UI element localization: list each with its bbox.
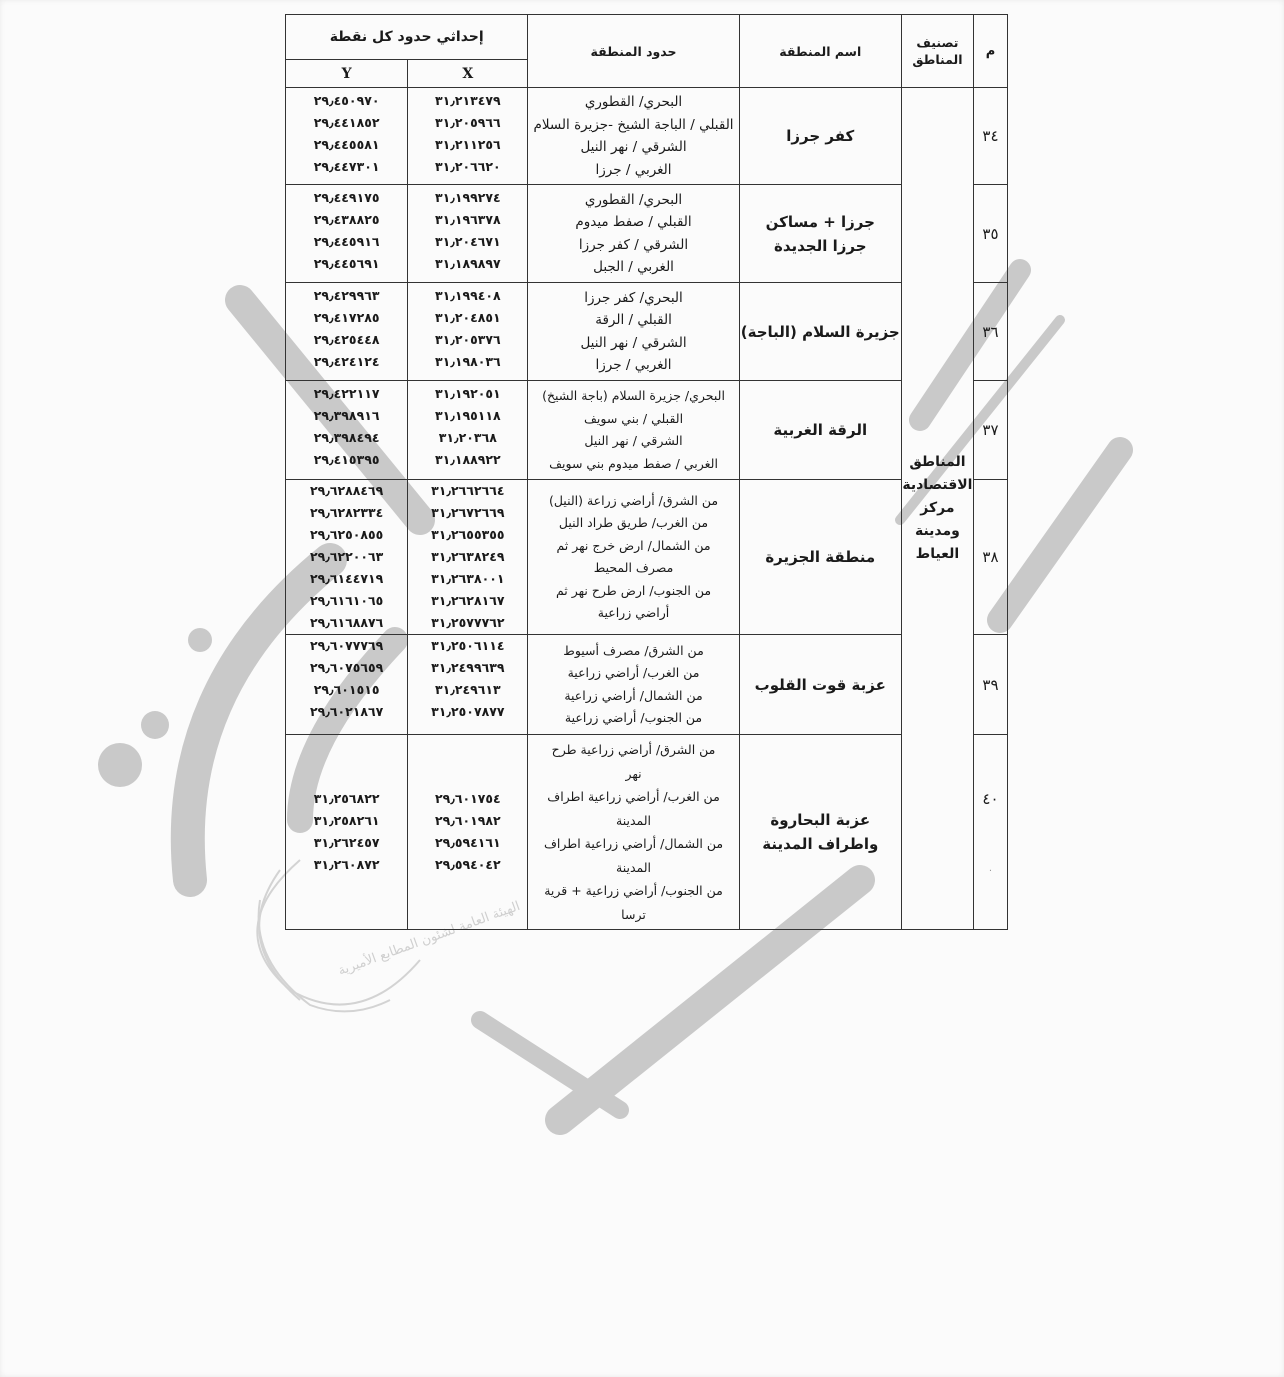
zone-bounds <box>528 635 739 735</box>
x-coordinates <box>408 735 528 930</box>
y-coordinates <box>286 480 408 635</box>
table-row <box>286 185 1008 283</box>
bound-line: الشرقي / نهر النيل <box>580 139 687 155</box>
y-coordinates <box>286 283 408 381</box>
bound-line: القبلي / الباجة الشيخ -جزيرة السلام <box>533 116 734 133</box>
y-coordinates <box>286 88 408 185</box>
table-row <box>286 635 1008 735</box>
bound-line: من الجنوب/ أراضي زراعية <box>564 710 703 725</box>
bound-line: من الشمال/ ارض خرج نهر ثم <box>556 537 711 553</box>
x-value: ٣١٫٢٠٦٦٢٠ <box>434 159 501 174</box>
zone-name: جزيرة السلام (الباجة) <box>739 283 901 381</box>
y-value: ٢٩٫٤٤٥٩١٦ <box>313 234 380 249</box>
row-number <box>973 735 1007 930</box>
bound-line: القبلي / الرقة <box>595 312 672 328</box>
row-number: ٣٤ <box>973 88 1007 185</box>
y-coordinates <box>286 735 408 930</box>
y-value: ٢٩٫٦٠٧٧٧٦٩ <box>309 638 384 653</box>
zone-name: عزبة قوت القلوب <box>739 635 901 735</box>
bound-line: من الغرب/ طريق طراد النيل <box>558 515 709 530</box>
x-value: ٣١٫١٨٨٩٢٢ <box>434 452 501 467</box>
y-value: ٢٩٫٦١٤٤٧١٩ <box>309 571 384 586</box>
bound-line: نهر <box>625 765 642 781</box>
y-value: ٢٩٫٦٢٢٠٠٦٣ <box>309 549 384 564</box>
bound-line: المدينة <box>616 859 652 875</box>
x-coordinates <box>408 88 528 185</box>
y-value: ٢٩٫٤٣٨٨٢٥ <box>313 212 380 227</box>
x-value: ٣١٫١٨٩٨٩٧ <box>434 256 501 271</box>
table-row <box>286 88 1008 185</box>
zone-bounds <box>528 735 739 930</box>
y-coordinates <box>286 185 408 283</box>
table-row <box>286 381 1008 480</box>
header-number: م <box>973 15 1007 88</box>
y-value: ٢٩٫٤١٧٢٨٥ <box>313 310 380 325</box>
zone-bounds <box>528 480 739 635</box>
x-value: ٣١٫١٩٥١١٨ <box>434 408 501 423</box>
bound-line: البحري/ القطوري <box>584 94 683 110</box>
y-value: ٢٩٫٤٥٠٩٧٠ <box>313 93 380 108</box>
bound-line: القبلي / صفط ميدوم <box>575 214 692 230</box>
bound-line: ترسا <box>621 906 646 922</box>
y-value: ٢٩٫٦٠١٥١٥ <box>313 682 380 697</box>
x-value: ٣١٫١٩٩٢٧٤ <box>434 190 501 205</box>
zone-name: الرقة الغربية <box>739 381 901 480</box>
zone-name: كفر جرزا <box>739 88 901 185</box>
table-row <box>286 480 1008 635</box>
x-value: ٣١٫٢٦٦٢٦٦٤ <box>431 483 505 498</box>
x-value: ٣١٫٢٦٧٢٦٦٩ <box>431 505 505 520</box>
header-classification-label: تصنيف المناطق <box>912 35 963 67</box>
y-value: ٢٩٫٦١٦٨٨٧٦ <box>309 615 384 630</box>
x-coordinates <box>408 381 528 480</box>
classification-cell <box>901 88 973 930</box>
x-value: ٢٩٫٦٠١٩٨٢ <box>434 813 501 828</box>
y-value: ٢٩٫٦٠٧٥٦٥٩ <box>309 660 384 675</box>
bound-line: من الشرق/ مصرف أسيوط <box>563 642 704 658</box>
bound-line: الشرقي / نهر النيل <box>580 334 687 351</box>
header-zone-bounds: حدود المنطقة <box>528 15 739 88</box>
x-value: ٣١٫٢٠٣٦٨ <box>438 430 497 445</box>
bound-line: من الشمال/ أراضي زراعية <box>564 687 703 703</box>
bound-line: من الغرب/ أراضي زراعية اطراف <box>547 789 720 804</box>
classification-line: المناطق <box>909 454 966 470</box>
bound-line: من الغرب/ أراضي زراعية <box>567 665 700 680</box>
y-value: ٢٩٫٣٩٨٤٩٤ <box>313 430 380 445</box>
y-value: ٢٩٫٦٢٨٢٣٣٤ <box>309 505 384 520</box>
x-value: ٣١٫٢٤٩٦١٣ <box>434 682 501 697</box>
row-number-label: ٤٠ <box>982 790 999 808</box>
x-value: ٣١٫٢٠٥٣٧٦ <box>434 332 501 347</box>
x-value: ٣١٫١٩٢٠٥١ <box>434 386 501 401</box>
bound-line: الغربي / جرزا <box>595 161 672 178</box>
x-value: ٢٩٫٥٩٤١٦١ <box>434 835 501 850</box>
seal-text: الهيئة العامة لشئون المطابع الأميرية <box>336 898 523 979</box>
x-value: ٣١٫٢٦٥٥٣٥٥ <box>431 527 505 542</box>
row-number: ٣٦ <box>973 283 1007 381</box>
bound-line: الغربي / صفط ميدوم بني سويف <box>549 455 718 471</box>
x-value: ٣١٫٢٦٣٨٢٤٩ <box>431 549 505 564</box>
row-number: ٣٩ <box>973 635 1007 735</box>
zone-name: عزبة البحاروة واطراف المدينة <box>739 735 901 930</box>
x-coordinates <box>408 283 528 381</box>
header-classification <box>901 15 973 88</box>
bound-line: البحري/ كفر جرزا <box>584 289 683 306</box>
bound-line: من الجنوب/ أراضي زراعية + قرية <box>544 883 723 898</box>
x-value: ٣١٫٢٠٤٦٧١ <box>434 234 501 249</box>
y-value: ٢٩٫٤٢٩٩٦٣ <box>313 288 380 303</box>
x-value: ٣١٫٢٥٠٧٨٧٧ <box>431 704 505 719</box>
y-value: ٢٩٫٤٤٥٦٩١ <box>313 256 380 271</box>
x-value: ٣١٫٢١١٢٥٦ <box>434 137 501 152</box>
y-value: ٣١٫٢٦٠٨٧٢ <box>313 857 380 872</box>
x-value: ٣١٫١٩٦٣٧٨ <box>434 212 501 227</box>
header-zone-name: اسم المنطقة <box>739 15 901 88</box>
bound-line: البحري/ جزيرة السلام (باجة الشيخ) <box>542 388 725 403</box>
table-row <box>286 283 1008 381</box>
classification-line: ومدينة <box>914 523 960 539</box>
stray-dot: . <box>988 863 993 874</box>
row-number: ٣٥ <box>973 185 1007 283</box>
y-value: ٢٩٫٤٤٩١٧٥ <box>313 190 380 205</box>
bound-line: القبلي / بني سويف <box>583 410 684 426</box>
bound-line: من الجنوب/ ارض طرح نهر ثم <box>555 582 712 598</box>
bound-line: الغربي / الجبل <box>593 259 674 275</box>
classification-line: الاقتصادية <box>902 477 973 493</box>
y-value: ٣١٫٢٥٨٢٦١ <box>313 813 380 828</box>
x-coordinates <box>408 635 528 735</box>
y-value: ٢٩٫٤٢٥٤٤٨ <box>313 332 380 347</box>
x-value: ٣١٫٢٦٢٨١٦٧ <box>431 593 505 608</box>
x-value: ٣١٫٢٤٩٩٦٣٩ <box>431 660 505 675</box>
header-coordinates: إحداثي حدود كل نقطة <box>286 15 528 60</box>
x-coordinates <box>408 480 528 635</box>
zone-name: منطقة الجزيرة <box>739 480 901 635</box>
y-value: ٢٩٫٤٤٧٣٠١ <box>313 159 380 174</box>
y-value: ٢٩٫٤٤١٨٥٢ <box>313 115 380 130</box>
x-value: ٢٩٫٥٩٤٠٤٢ <box>434 857 501 872</box>
zone-bounds <box>528 88 739 185</box>
y-value: ٢٩٫٦٢٥٠٨٥٥ <box>309 527 384 542</box>
row-number: ٣٧ <box>973 381 1007 480</box>
bound-line: البحري/ القطوري <box>584 191 683 208</box>
row-number: ٣٨ <box>973 480 1007 635</box>
x-value: ٣١٫١٩٩٤٠٨ <box>434 288 501 303</box>
x-value: ٣١٫٢٥٧٧٧٦٢ <box>431 615 505 630</box>
x-value: ٣١٫٢٥٠٦١١٤ <box>431 638 505 653</box>
x-value: ٢٩٫٦٠١٧٥٤ <box>434 791 501 806</box>
table-row <box>286 735 1008 930</box>
y-value: ٢٩٫٦١٦١٠٦٥ <box>309 593 384 608</box>
y-value: ٣١٫٢٦٢٤٥٧ <box>313 835 380 850</box>
y-value: ٢٩٫٤٢٢١١٧ <box>313 386 380 401</box>
bound-line: مصرف المحيط <box>593 560 674 575</box>
y-value: ٢٩٫٣٩٨٩١٦ <box>313 408 380 423</box>
bound-line: من الشرق/ أراضي زراعة (النيل) <box>548 492 719 508</box>
y-value: ٣١٫٢٥٦٨٢٢ <box>313 791 380 806</box>
x-coordinates <box>408 185 528 283</box>
y-value: ٢٩٫٤٤٥٥٨١ <box>313 137 380 152</box>
y-coordinates <box>286 381 408 480</box>
bound-line: الشرقي / نهر النيل <box>584 433 683 448</box>
zone-bounds <box>528 185 739 283</box>
bound-line: أراضي زراعية <box>597 605 670 620</box>
classification-line: العياط <box>915 546 960 562</box>
x-value: ٣١٫٢١٣٤٧٩ <box>434 93 501 108</box>
bound-line: من الشمال/ أراضي زراعية اطراف <box>543 836 724 851</box>
y-value: ٢٩٫٦٠٢١٨٦٧ <box>309 704 384 719</box>
zones-table <box>285 14 1008 930</box>
zone-name: جرزا + مساكن جرزا الجديدة <box>739 185 901 283</box>
x-value: ٣١٫٢٠٤٨٥١ <box>434 310 501 325</box>
y-value: ٢٩٫٦٢٨٨٤٦٩ <box>309 483 384 498</box>
header-y: Y <box>286 60 408 88</box>
x-value: ٣١٫٢٦٣٨٠٠١ <box>431 571 505 586</box>
bound-line: المدينة <box>616 812 652 828</box>
bound-line: الغربي / جرزا <box>595 357 672 373</box>
header-x: X <box>408 60 528 88</box>
zone-bounds <box>528 283 739 381</box>
bound-line: الشرقي / كفر جرزا <box>578 236 689 253</box>
x-value: ٣١٫١٩٨٠٣٦ <box>434 354 501 369</box>
y-value: ٢٩٫٤١٥٣٩٥ <box>313 452 380 467</box>
zone-bounds <box>528 381 739 480</box>
x-value: ٣١٫٢٠٥٩٦٦ <box>434 115 501 130</box>
y-coordinates <box>286 635 408 735</box>
y-value: ٢٩٫٤٢٤١٢٤ <box>313 354 380 369</box>
classification-line: مركز <box>920 500 955 516</box>
bound-line: من الشرق/ أراضي زراعية طرح <box>551 742 716 757</box>
